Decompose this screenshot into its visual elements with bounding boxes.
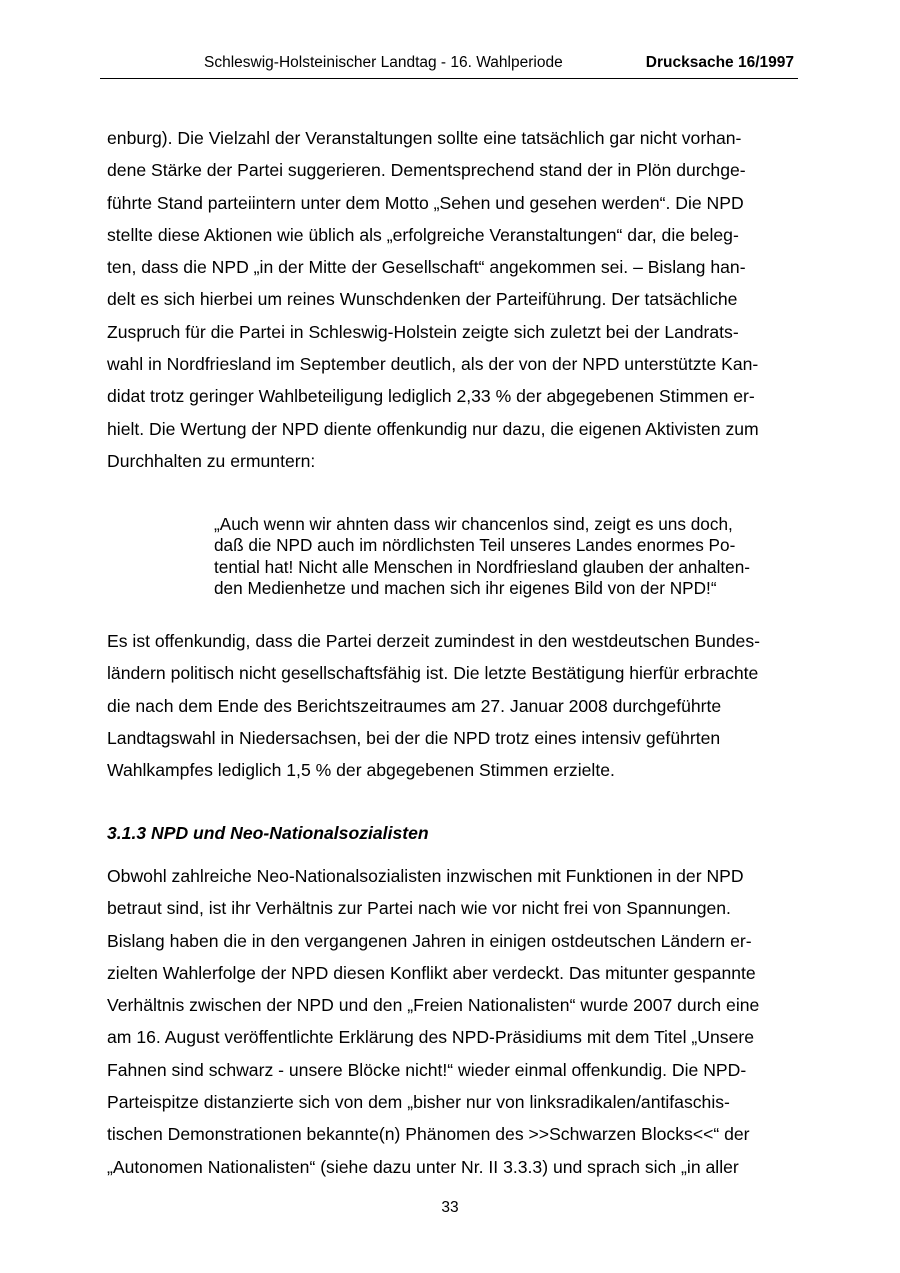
text-line: Obwohl zahlreiche Neo-Nationalsozialisten inzwischen mit Funktionen in der NPD (107, 866, 744, 886)
paragraph-3 (107, 860, 793, 1183)
text-line: Landtagswahl in Niedersachsen, bei der die NPD trotz eines intensiv geführten (107, 727, 721, 748)
text-line: zielten Wahlerfolge der NPD diesen Konflikt aber verdeckt. Das mitunter gespannte (107, 962, 756, 983)
quote-line: „Auch wenn wir ahnten dass wir chancenlos sind, zeigt es uns doch, (214, 514, 733, 534)
text-line: Parteispitze distanzierte sich von dem „bisher nur von linksradikalen/antifaschis- (107, 1092, 730, 1113)
page-header (100, 52, 798, 79)
text-line: Bislang haben die in den vergangenen Jahren in einigen ostdeutschen Ländern er- (107, 930, 752, 951)
text-line: stellte diese Aktionen wie üblich als „erfolgreiche Veranstaltungen“ dar, die beleg- (107, 224, 739, 245)
text-line: wahl in Nordfriesland im September deutlich, als der von der NPD unterstützte Kan- (107, 354, 759, 375)
text-line: Zuspruch für die Partei in Schleswig-Holstein zeigte sich zuletzt bei der Landrats- (107, 321, 739, 342)
text-line: ländern politisch nicht gesellschaftsfähig ist. Die letzte Bestätigung hierfür erbrachte (107, 663, 759, 684)
text-line: Durchhalten zu ermuntern: (107, 450, 316, 471)
text-line: führte Stand parteiintern unter dem Motto „Sehen und gesehen werden“. Die NPD (107, 192, 744, 213)
text-line: hielt. Die Wertung der NPD diente offenkundig nur dazu, die eigenen Aktivisten zum (107, 418, 759, 439)
text-line: die nach dem Ende des Berichtszeitraumes am 27. Januar 2008 durchgeführte (107, 695, 722, 716)
section-heading: 3.1.3 NPD und Neo-Nationalsozialisten (107, 823, 429, 843)
header-title: Schleswig-Holsteinischer Landtag - 16. Wahlperiode (204, 54, 563, 71)
text-line: Wahlkampfes lediglich 1,5 % der abgegebenen Stimmen erzielte. (107, 760, 615, 781)
quote-line: den Medienhetze und machen sich ihr eigenes Bild von der NPD!“ (214, 578, 717, 599)
text-line: enburg). Die Vielzahl der Veranstaltungen sollte eine tatsächlich gar nicht vorhan- (107, 128, 742, 148)
text-line: tischen Demonstrationen bekannte(n) Phänomen des >>Schwarzen Blocks<<“ der (107, 1124, 750, 1145)
text-line: didat trotz geringer Wahlbeteiligung lediglich 2,33 % der abgegebenen Stimmen er- (107, 386, 755, 407)
paragraph-2 (107, 625, 793, 786)
text-line: dene Stärke der Partei suggerieren. Dementsprechend stand der in Plön durchge- (107, 160, 746, 181)
text-line: Es ist offenkundig, dass die Partei derzeit zumindest in den westdeutschen Bundes- (107, 631, 760, 651)
paragraph-1 (107, 122, 793, 477)
text-line: am 16. August veröffentlichte Erklärung des NPD-Präsidiums mit dem Titel „Unsere (107, 1027, 754, 1048)
text-line: betraut sind, ist ihr Verhältnis zur Partei nach wie vor nicht frei von Spannungen. (107, 898, 731, 919)
page-number: 33 (441, 1199, 459, 1216)
text-line: Fahnen sind schwarz - unsere Blöcke nicht!“ wieder einmal offenkundig. Die NPD- (107, 1059, 747, 1080)
quote-line: tential hat! Nicht alle Menschen in Nordfriesland glauben der anhalten- (214, 556, 751, 577)
text-line: „Autonomen Nationalisten“ (siehe dazu unter Nr. II 3.3.3) und sprach sich „in aller (107, 1156, 739, 1177)
text-line: delt es sich hierbei um reines Wunschdenken der Parteiführung. Der tatsächliche (107, 289, 738, 310)
quote-line: daß die NPD auch im nördlichsten Teil unseres Landes enormes Po- (214, 535, 736, 556)
header-document-number: Drucksache 16/1997 (645, 54, 794, 71)
text-line: ten, dass die NPD „in der Mitte der Gesellschaft“ angekommen sei. – Bislang han- (107, 257, 746, 278)
block-quote (214, 514, 794, 600)
text-line: Verhältnis zwischen der NPD und den „Freien Nationalisten“ wurde 2007 durch eine (107, 995, 760, 1016)
